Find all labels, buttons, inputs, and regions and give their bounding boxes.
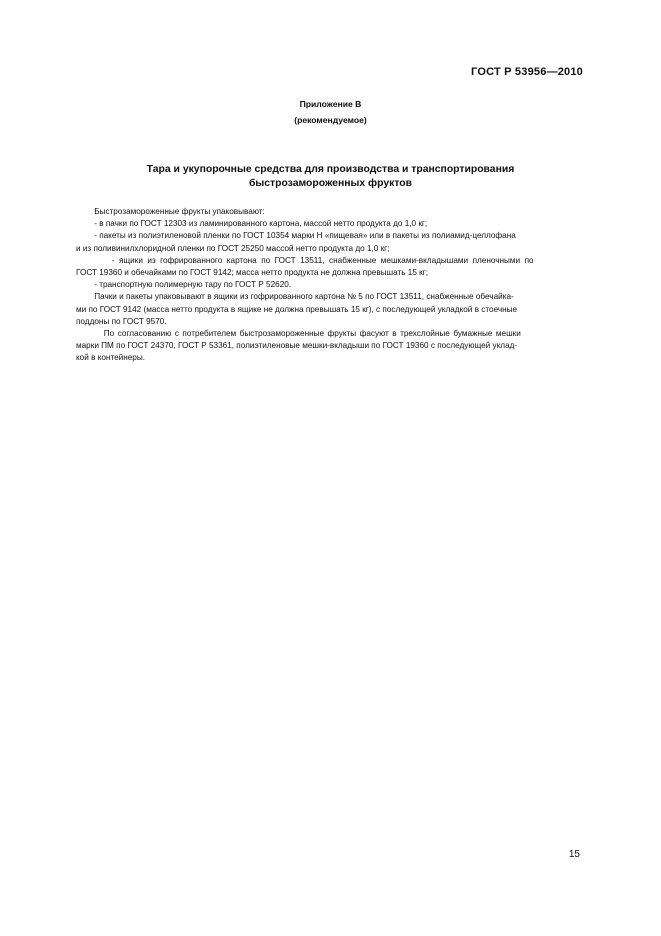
appendix-label: Приложение В bbox=[299, 99, 362, 109]
text-line: марки ПМ по ГОСТ 24370, ГОСТ Р 53361, полиэтиленовые мешки-вкладыши по ГОСТ 19360 с последующей уклад- bbox=[76, 341, 518, 351]
text-line: - ящики из гофрированного картона по ГОСТ 13511, снабженные мешками-вкладышами пленочными по bbox=[76, 255, 534, 265]
page-number: 15 bbox=[568, 849, 580, 860]
text-block bbox=[76, 206, 581, 365]
section-title-line-1: Тара и укупорочные средства для производства и транспортирования bbox=[146, 164, 515, 175]
text-line: По согласованию с потребителем быстрозамороженные фрукты фасуют в трехслойные бумажные мешки bbox=[76, 329, 521, 339]
section-title bbox=[0, 163, 661, 190]
appendix-heading bbox=[0, 96, 661, 128]
section-title-line-2: быстрозамороженных фруктов bbox=[248, 177, 413, 189]
text-line: кой в контейнеры. bbox=[76, 353, 146, 363]
text-line: ми по ГОСТ 9142 (масса нетто продукта в ящике не должна превышать 15 кг), с последующей укладкой в стоечные bbox=[76, 304, 518, 314]
text-line: Пачки и пакеты упаковывают в ящики из гофрированного картона № 5 по ГОСТ 13511, снабженные обечайка- bbox=[76, 292, 514, 302]
document-id-header: ГОСТ Р 53956—2010 bbox=[471, 66, 583, 78]
body-text bbox=[76, 206, 581, 365]
text-line: Быстрозамороженные фрукты упаковывают: bbox=[76, 207, 265, 216]
text-line: - транспортную полимерную тару по ГОСТ Р 52620. bbox=[76, 280, 292, 290]
text-line: поддоны по ГОСТ 9570. bbox=[76, 316, 167, 326]
text-line: ГОСТ 19360 и обечайками по ГОСТ 9142; масса нетто продукта не должна превышать 15 кг; bbox=[76, 268, 429, 278]
text-line: - в пачки по ГОСТ 12303 из ламинированного картона, массой нетто продукта до 1,0 кг; bbox=[76, 219, 428, 229]
text-line: и из поливинилхлоридной пленки по ГОСТ 25250 массой нетто продукта до 1,0 кг; bbox=[76, 243, 390, 253]
text-line: - пакеты из полиэтиленовой пленки по ГОСТ 10354 марки Н «пищевая» или в пакеты из полиамид-целлофана bbox=[76, 231, 516, 241]
appendix-status: (рекомендуемое) bbox=[294, 115, 367, 125]
